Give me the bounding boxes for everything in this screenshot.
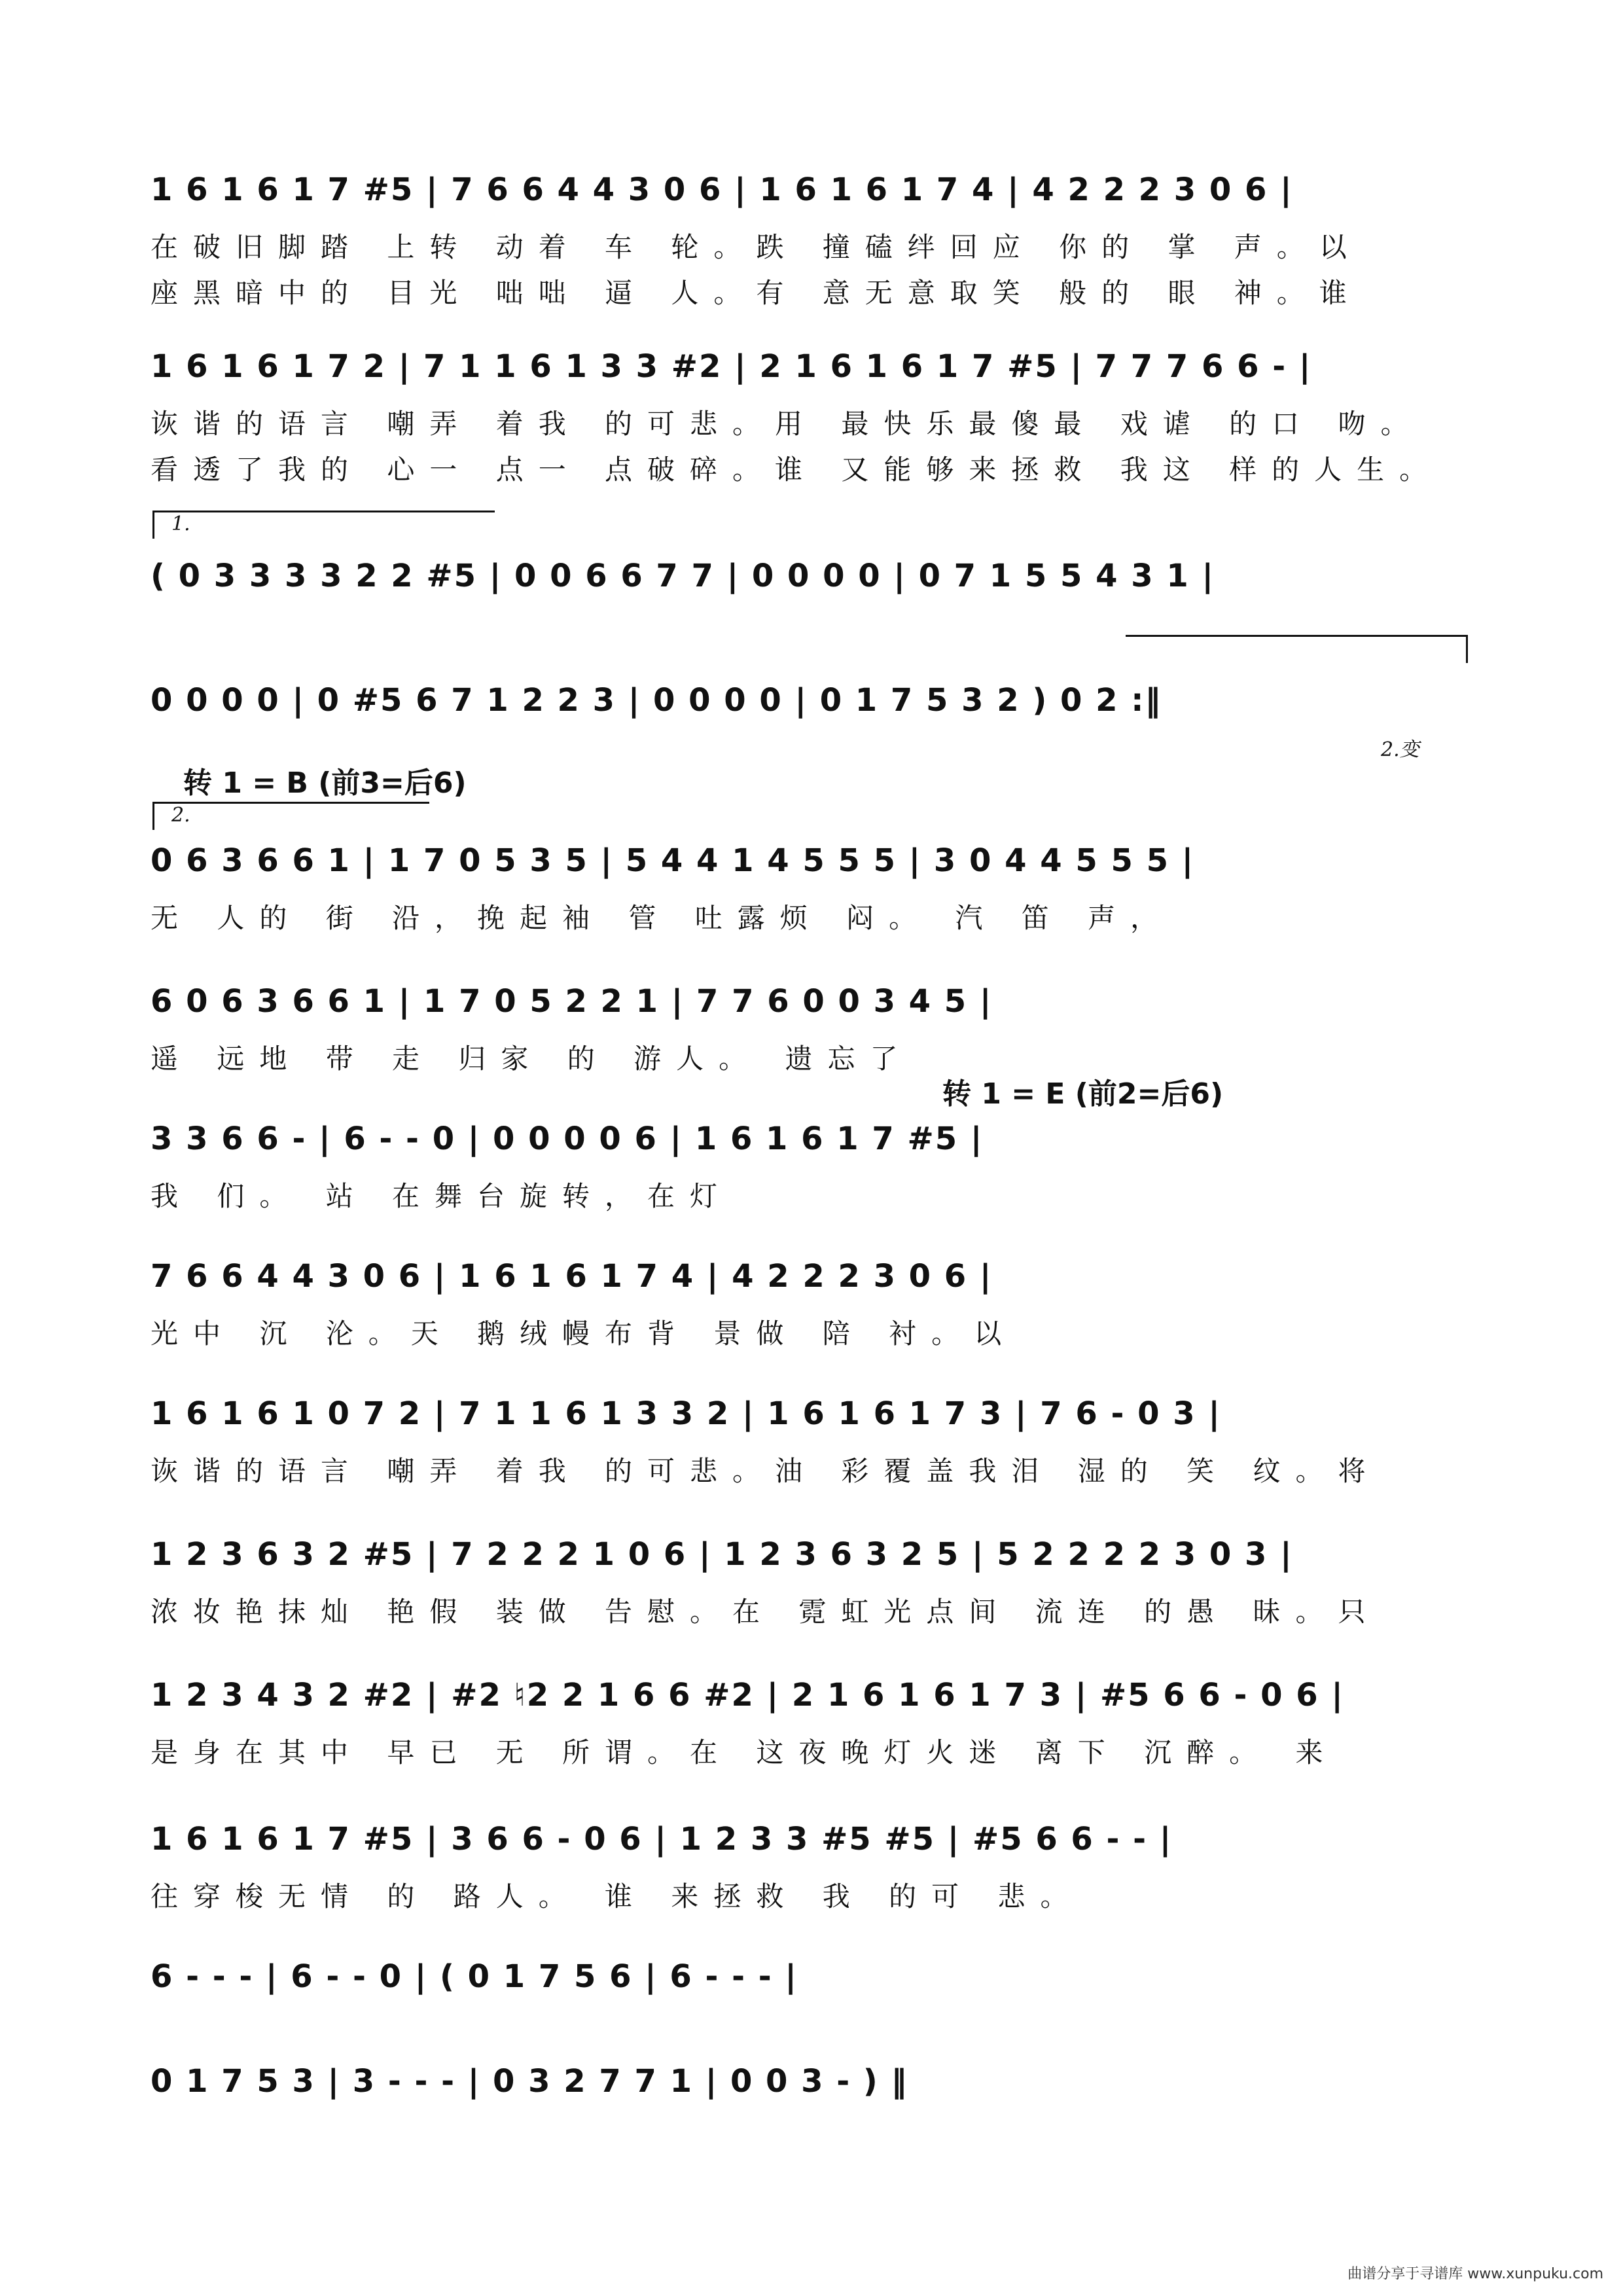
notes-line: 1 6 1 6 1 7 #5 | 7 6 6 4 4 3 0 6 | 1 6 1 6 1 7 4 | 4 2 2 2 3 0 6 | xyxy=(151,171,1293,208)
notes-line: 6 0 6 3 6 6 1 | 1 7 0 5 2 2 1 | 7 7 6 0 0 3 4 5 | xyxy=(151,983,993,1020)
lyric-line: 座黑暗中的 目光 咄咄 逼 人。有 意无意取笑 般的 眼 神。谁 xyxy=(151,277,1362,309)
notes-line: 0 1 7 5 3 | 3 - - - | 0 3 2 7 7 1 | 0 0 3 - ) ‖ xyxy=(151,2063,908,2100)
notes-line: 7 6 6 4 4 3 0 6 | 1 6 1 6 1 7 4 | 4 2 2 2 3 0 6 | xyxy=(151,1258,993,1295)
volta-label-1: 1. xyxy=(171,512,190,535)
lyric-line: 往穿梭无情 的 路人。 谁 来拯救 我 的可 悲。 xyxy=(151,1880,1083,1912)
notes-line: 6 - - - | 6 - - 0 | ( 0 1 7 5 6 | 6 - - - | xyxy=(151,1958,798,1995)
key-change-b: 转 1 = B (前3=后6) xyxy=(183,766,467,800)
lyric-line: 浓妆艳抹灿 艳假 装做 告慰。在 霓虹光点间 流连 的愚 昧。只 xyxy=(151,1596,1381,1628)
volta-label-2-change: 2.变 xyxy=(1381,738,1419,761)
notes-line: 1 6 1 6 1 0 7 2 | 7 1 1 6 1 3 3 2 | 1 6 1 6 1 7 3 | 7 6 - 0 3 | xyxy=(151,1395,1221,1432)
volta-label-2: 2. xyxy=(171,804,190,827)
notes-line: 1 2 3 6 3 2 #5 | 7 2 2 2 1 0 6 | 1 2 3 6 3 2 5 | 5 2 2 2 2 3 0 3 | xyxy=(151,1536,1293,1573)
notes-line: 0 6 3 6 6 1 | 1 7 0 5 3 5 | 5 4 4 1 4 5 5 5 | 3 0 4 4 5 5 5 | xyxy=(151,842,1195,879)
key-change-e: 转 1 = E (前2=后6) xyxy=(942,1077,1224,1111)
lyric-line: 我 们。 站 在舞台旋转，在灯 xyxy=(151,1180,733,1212)
site-footer: 曲谱分享于寻谱库 www.xunpuku.com xyxy=(1347,2266,1603,2282)
notes-line: 3 3 6 6 - | 6 - - 0 | 0 0 0 0 6 | 1 6 1 6 1 7 #5 | xyxy=(151,1121,984,1157)
lyric-line: 诙谐的语言 嘲弄 着我 的可悲。用 最快乐最傻最 戏谑 的口 吻。 xyxy=(151,408,1423,440)
lyric-line: 诙谐的语言 嘲弄 着我 的可悲。油 彩覆盖我泪 湿的 笑 纹。将 xyxy=(151,1455,1381,1487)
lyric-line: 在破旧脚踏 上转 动着 车 轮。跌 撞磕绊回应 你的 掌 声。以 xyxy=(151,231,1362,263)
lyric-line: 无 人的 街 沿，挽起袖 管 吐露烦 闷。 汽 笛 声， xyxy=(151,902,1173,934)
notes-line: ( 0 3 3 3 3 2 2 #5 | 0 0 6 6 7 7 | 0 0 0 0 | 0 7 1 5 5 4 3 1 | xyxy=(151,558,1215,594)
notes-line: 1 6 1 6 1 7 #5 | 3 6 6 - 0 6 | 1 2 3 3 #5 #5 | #5 6 6 - - | xyxy=(151,1821,1173,1857)
notes-line: 0 0 0 0 | 0 #5 6 7 1 2 2 3 | 0 0 0 0 | 0 1 7 5 3 2 ) 0 2 :‖ xyxy=(151,682,1162,719)
lyric-line: 看透了我的 心一 点一 点破碎。谁 又能够来拯救 我这 样的人生。 xyxy=(151,454,1442,486)
notes-line: 1 6 1 6 1 7 2 | 7 1 1 6 1 3 3 #2 | 2 1 6 1 6 1 7 #5 | 7 7 7 6 6 - | xyxy=(151,348,1312,385)
lyric-line: 光中 沉 沦。天 鹅绒幔布背 景做 陪 衬。以 xyxy=(151,1318,1017,1350)
volta-bracket-2 xyxy=(152,802,429,830)
lyric-line: 是身在其中 早已 无 所谓。在 这夜晚灯火迷 离下 沉醉。 来 xyxy=(151,1736,1338,1768)
lyric-line: 遥 远地 带 走 归家 的 游人。 遗忘了 xyxy=(151,1043,913,1075)
volta-bracket-1 xyxy=(152,511,495,539)
notes-line: 1 2 3 4 3 2 #2 | #2 ♮2 2 1 6 6 #2 | 2 1 6 1 6 1 7 3 | #5 6 6 - 0 6 | xyxy=(151,1677,1344,1713)
volta-bracket-end xyxy=(1126,635,1468,663)
